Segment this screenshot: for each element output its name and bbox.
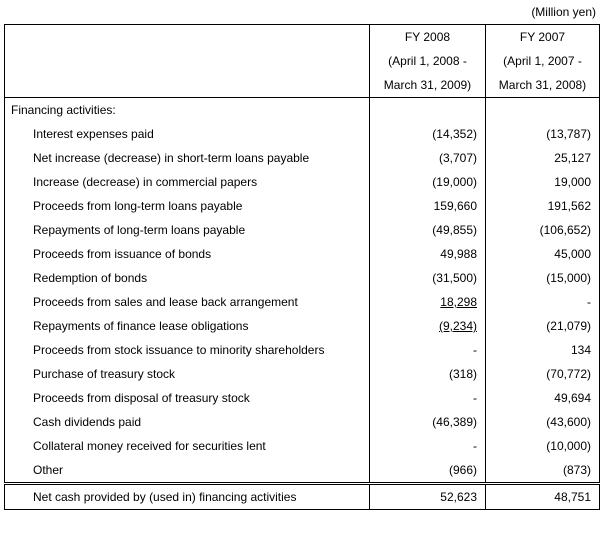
row-value-fy2008: - [370, 386, 486, 410]
row-value-fy2007: 191,562 [486, 194, 600, 218]
row-label: Redemption of bonds [5, 266, 370, 290]
row-value-fy2007: (106,652) [486, 218, 600, 242]
row-label: Collateral money received for securities lent [5, 434, 370, 458]
row-value-fy2007: (873) [486, 458, 600, 484]
row-value-fy2007: 19,000 [486, 170, 600, 194]
unit-label: (Million yen) [531, 5, 596, 19]
header-fy2007-title: FY 2007 [486, 25, 600, 50]
row-value-fy2008: 159,660 [370, 194, 486, 218]
row-value-fy2008: (966) [370, 458, 486, 484]
row-label: Proceeds from stock issuance to minority shareholders [5, 338, 370, 362]
row-value-fy2007: (15,000) [486, 266, 600, 290]
row-label: Proceeds from sales and lease back arrangement [5, 290, 370, 314]
row-value-fy2007: - [486, 290, 600, 314]
table-row [5, 290, 600, 314]
header-fy2008-end: March 31, 2009) [370, 73, 486, 98]
row-label: Proceeds from issuance of bonds [5, 242, 370, 266]
table-row [5, 266, 600, 290]
row-value-fy2007: (13,787) [486, 122, 600, 146]
table-row [5, 170, 600, 194]
header-fy2008-start: (April 1, 2008 - [370, 49, 486, 73]
row-value-fy2008: (9,234) [438, 319, 477, 333]
row-label: Net increase (decrease) in short-term loans payable [5, 146, 370, 170]
row-value-fy2007: (70,772) [486, 362, 600, 386]
row-value-fy2007: (43,600) [486, 410, 600, 434]
table-row [5, 122, 600, 146]
row-value-fy2008: (3,707) [370, 146, 486, 170]
table-row [5, 338, 600, 362]
table-row [5, 458, 600, 484]
table-row [5, 242, 600, 266]
table-row [5, 194, 600, 218]
row-value-fy2008: (19,000) [370, 170, 486, 194]
row-label: Other [5, 458, 370, 484]
total-value-fy2007: 48,751 [486, 484, 600, 510]
table-row [5, 146, 600, 170]
header-fy2007-start: (April 1, 2007 - [486, 49, 600, 73]
row-value-fy2008: 18,298 [440, 295, 477, 309]
row-label: Cash dividends paid [5, 410, 370, 434]
row-label: Proceeds from long-term loans payable [5, 194, 370, 218]
row-label: Purchase of treasury stock [5, 362, 370, 386]
row-value-fy2007: 45,000 [486, 242, 600, 266]
total-label: Net cash provided by (used in) financing activities [5, 484, 370, 510]
table-row [5, 218, 600, 242]
row-value-fy2007: 49,694 [486, 386, 600, 410]
table-row [5, 410, 600, 434]
row-value-fy2008: 49,988 [370, 242, 486, 266]
row-value-fy2008: (318) [370, 362, 486, 386]
table-row [5, 314, 600, 338]
row-value-fy2008: (31,500) [370, 266, 486, 290]
table-row [5, 434, 600, 458]
header-fy2008-title: FY 2008 [370, 25, 486, 50]
row-label: Repayments of long-term loans payable [5, 218, 370, 242]
header-fy2007-end: March 31, 2008) [486, 73, 600, 98]
row-value-fy2007: 25,127 [486, 146, 600, 170]
row-value-fy2008: (14,352) [370, 122, 486, 146]
row-value-fy2007: 134 [486, 338, 600, 362]
section-title: Financing activities: [5, 98, 370, 123]
row-label: Increase (decrease) in commercial papers [5, 170, 370, 194]
row-label: Interest expenses paid [5, 122, 370, 146]
cash-flow-table [4, 24, 600, 510]
table-row [5, 362, 600, 386]
table-row [5, 386, 600, 410]
row-value-fy2008: - [370, 338, 486, 362]
row-label: Proceeds from disposal of treasury stock [5, 386, 370, 410]
row-value-fy2007: (10,000) [486, 434, 600, 458]
total-value-fy2008: 52,623 [370, 484, 486, 510]
row-value-fy2008: (46,389) [370, 410, 486, 434]
row-value-fy2008: (49,855) [370, 218, 486, 242]
row-value-fy2007: (21,079) [486, 314, 600, 338]
header-blank [5, 25, 370, 50]
row-label: Repayments of finance lease obligations [5, 314, 370, 338]
row-value-fy2008: - [370, 434, 486, 458]
total-row [5, 484, 600, 510]
section-row [5, 98, 600, 123]
